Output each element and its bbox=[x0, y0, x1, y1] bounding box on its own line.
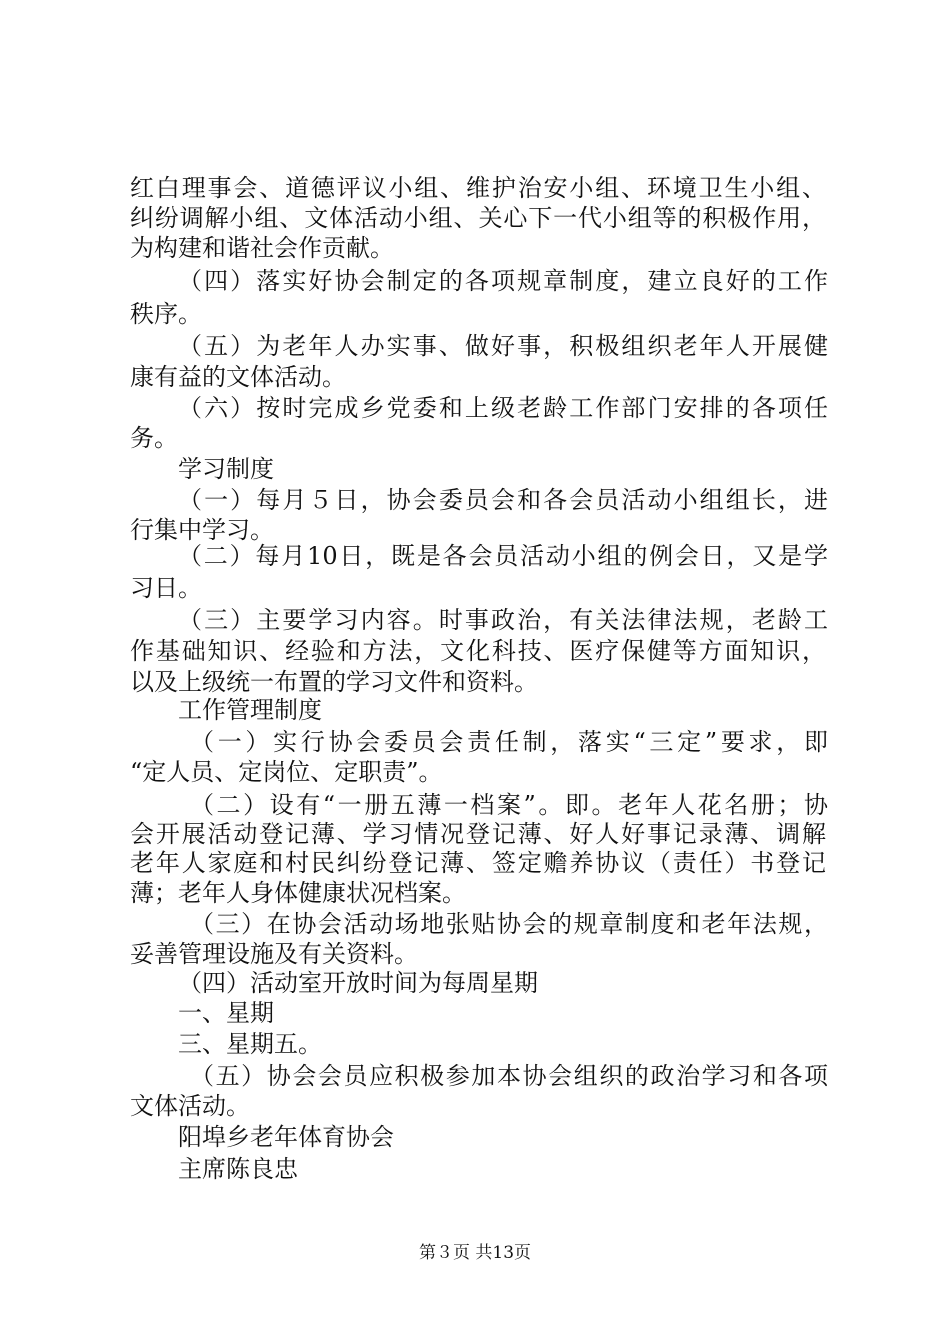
text-line: （一）实行协会委员会责任制，落实“三定”要求，即 bbox=[190, 728, 828, 756]
text-line: （二）每月10日，既是各会员活动小组的例会日，又是学 bbox=[178, 542, 828, 570]
signature-name: 主席陈良忠 bbox=[178, 1155, 298, 1183]
text-line: 行集中学习。 bbox=[130, 516, 274, 544]
text-line: （二）设有“一册五薄一档案”。即。老年人花名册；协 bbox=[190, 791, 828, 819]
text-line: （五）为老年人办实事、做好事，积极组织老年人开展健 bbox=[178, 332, 828, 360]
text-line: 会开展活动登记薄、学习情况登记薄、好人好事记录薄、调解 bbox=[130, 820, 826, 848]
signature-organization: 阳埠乡老年体育协会 bbox=[178, 1123, 394, 1151]
text-line: 康有益的文体活动。 bbox=[130, 363, 346, 391]
text-line: 为构建和谐社会作贡献。 bbox=[130, 234, 394, 262]
text-line: 文体活动。 bbox=[130, 1092, 250, 1120]
text-line: 薄；老年人身体健康状况档案。 bbox=[130, 879, 466, 907]
text-line: 纠纷调解小组、文体活动小组、关心下一代小组等的积极作用， bbox=[130, 204, 826, 232]
page-number-footer: 第３页 共13页 bbox=[418, 1243, 532, 1263]
text-line: 三、星期五。 bbox=[178, 1030, 322, 1058]
text-line: （四）落实好协会制定的各项规章制度，建立良好的工作 bbox=[178, 267, 828, 295]
text-line: （一）每月５日，协会委员会和各会员活动小组组长，进 bbox=[178, 486, 828, 514]
text-line: 一、星期 bbox=[178, 999, 274, 1027]
text-line: 以及上级统一布置的学习文件和资料。 bbox=[130, 668, 538, 696]
text-line: 老年人家庭和村民纠纷登记薄、签定赡养协议（责任）书登记 bbox=[130, 849, 826, 877]
text-line: 秩序。 bbox=[130, 300, 202, 328]
text-line: 妥善管理设施及有关资料。 bbox=[130, 940, 418, 968]
section-heading: 工作管理制度 bbox=[178, 696, 322, 724]
text-line: （三）主要学习内容。时事政治，有关法律法规，老龄工 bbox=[178, 606, 828, 634]
text-line: （五）协会会员应积极参加本协会组织的政治学习和各项 bbox=[190, 1062, 828, 1090]
text-line: “定人员、定岗位、定职责”。 bbox=[130, 758, 443, 786]
text-line: 习日。 bbox=[130, 574, 202, 602]
section-heading: 学习制度 bbox=[178, 455, 274, 483]
text-line: （六）按时完成乡党委和上级老龄工作部门安排的各项任 bbox=[178, 394, 828, 422]
text-line: 作基础知识、经验和方法，文化科技、医疗保健等方面知识， bbox=[130, 637, 826, 665]
text-line: （三）在协会活动场地张贴协会的规章制度和老年法规， bbox=[190, 910, 828, 938]
text-line: （四）活动室开放时间为每周星期 bbox=[178, 969, 538, 997]
text-line: 红白理事会、道德评议小组、维护治安小组、环境卫生小组、 bbox=[130, 174, 826, 202]
text-line: 务。 bbox=[130, 424, 178, 452]
